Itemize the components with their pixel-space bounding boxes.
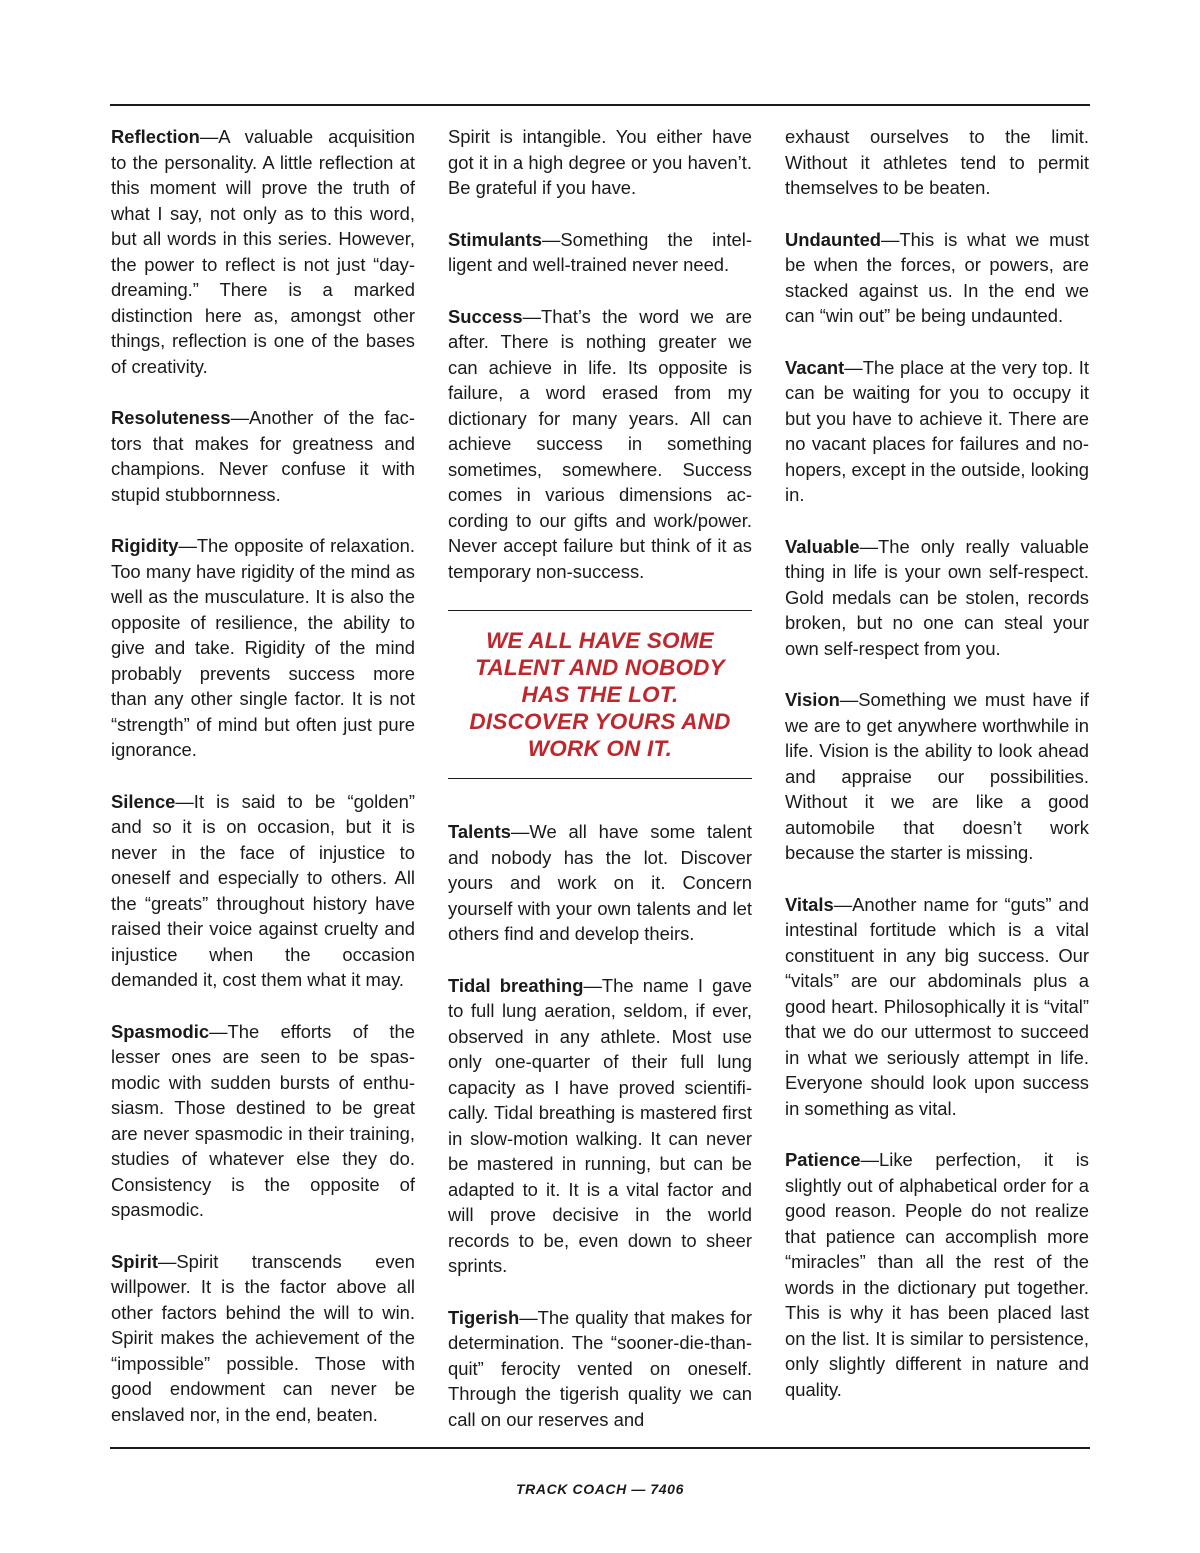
entry-body: —This is what we must be when the forces, or powers, are stacked against us. In the end we can “win out” be being undaunted.: [785, 228, 1089, 326]
entry-body: —The quality that makes for determination. The “sooner-die-than-quit” ferocity vented on oneself. Through the tigerish quality we can call on our reserves and: [448, 1306, 752, 1430]
pull-quote: [448, 610, 752, 779]
entry-undaunted: [785, 227, 1089, 329]
entry-term: Spasmodic: [111, 1020, 210, 1042]
entry-body: —Another name for “guts” and intestinal fortitude which is a vital constituent in any big success. Our “vitals” are our abdominals plus a good heart. Philosophically it is “vital” that we do our uttermost to succeed in what we seriously attempt in life. Everyone should look upon success in something as vital.: [785, 893, 1089, 1119]
pull-quote-line: WORK ON IT.: [527, 736, 673, 761]
entry-resoluteness: [111, 405, 415, 507]
entry-term: Vision: [785, 689, 840, 710]
entry-term: Spirit: [111, 1250, 159, 1272]
entry-body: —The name I gave to full lung aeration, seldom, if ever, observed in any athlete. Most use only one-quarter of their full lung capacity as I have proved scientifically. Tidal breathing is mastered first in slow-motion walking. It can never be mastered in running, but can be adapted to it. It is a vital factor and will prove decisive in the world records to be, even down to sheer sprints.: [448, 974, 752, 1276]
entry-talents: [448, 819, 752, 947]
entry-body: —We all have some talent and nobody has the lot. Discover yours and work on it. Concern yourself with your own talents and let others find and develop theirs.: [448, 821, 752, 944]
entry-term: Rigidity: [111, 535, 179, 556]
column-1: [111, 124, 415, 1453]
entry-term: Patience: [785, 1149, 861, 1170]
entry-term: Stimulants: [448, 228, 543, 250]
pull-quote-line: TALENT AND NOBODY: [475, 655, 725, 680]
entry-term: Vacant: [785, 356, 845, 378]
entry-term: Silence: [111, 790, 176, 812]
entry-term: Vitals: [785, 893, 834, 915]
entry-body: —A valuable acquisition to the personality. A little reflection at this moment will prove the truth of what I say, not only as to this word, but all words in this series. However, the power to reflect is not just “day-dreaming.” There is a marked distinction here as, amongst other things, reflection is one of the bases of creativity.: [111, 126, 415, 377]
entry-body: —It is said to be “golden” and so it is on occasion, but it is never in the face of injustice to oneself and especially to others. All the “greats” throughout history have raised their voice against cruelty and injustice when the occasion demanded it, cost them what it may.: [111, 790, 415, 990]
entry-spasmodic: [111, 1019, 415, 1223]
entry-body: Spirit is intangible. You either have got it in a high degree or you haven’t. Be grateful if you have.: [448, 126, 752, 198]
entry-vacant: [785, 355, 1089, 508]
entry-vision: [785, 687, 1089, 866]
entry-body: —Spirit transcends even willpower. It is the factor above all other factors behind the will to win. Spirit makes the achievement of the “impossible” possible. Those with good endowment can never be enslaved nor, in the end, beaten.: [111, 1250, 415, 1425]
entry-vitals: [785, 892, 1089, 1122]
entry-tigerish: [448, 1305, 752, 1433]
entry-term: Undaunted: [785, 228, 882, 250]
entry-body: —The efforts of the lesser ones are seen to be spasmodic with sudden bursts of enthusiasm. Those destined to be great are never spasmodic in their training, studies of whatever else they do. Consistency is the opposite of spasmodic.: [111, 1020, 415, 1220]
entry-success: [448, 304, 752, 585]
entry-spirit: [111, 1249, 415, 1428]
bottom-rule: [110, 1447, 1090, 1449]
entry-body: —That’s the word we are after. There is nothing greater we can achieve in life. Its opposite is failure, a word erased from my dictionary for many years. All can achieve success in something sometimes, somewhere. Success comes in various dimensions according to our gifts and work/power. Never accept failure but think of it as temporary non-success.: [448, 305, 752, 582]
entry-body: —The opposite of relaxation. Too many have rigidity of the mind as well as the musculature. It is also the opposite of resilience, the ability to give and take. Rigidity of the mind probably prevents success more than any other single factor. It is not “strength” of mind but often just pure ignorance.: [111, 535, 415, 760]
pull-quote-line: HAS THE LOT.: [521, 682, 679, 707]
top-rule: [110, 104, 1090, 106]
entry-patience: [785, 1147, 1089, 1402]
entry-rigidity: [111, 533, 415, 763]
entry-silence: [111, 789, 415, 993]
entry-body: —Another of the factors that makes for greatness and champions. Never confuse it with stupid stubbornness.: [111, 407, 415, 505]
entry-term: Talents: [448, 821, 512, 842]
entry-term: Tigerish: [448, 1306, 520, 1328]
entry-body: —Something we must have if we are to get anywhere worthwhile in life. Vision is the ability to look ahead and appraise our possibilities. Without it we are like a good automobile that doesn’t work because the starter is missing.: [785, 689, 1089, 863]
entry-body: —The only really valuable thing in life is your own self-respect. Gold medals can be stolen, records broken, but no one can steal your own self-respect from you.: [785, 535, 1089, 659]
column-2: [448, 124, 752, 1458]
entry-tidal-breathing: [448, 973, 752, 1279]
pull-quote-line: WE ALL HAVE SOME: [486, 628, 714, 653]
page-footer: TRACK COACH — 7406: [516, 1481, 684, 1497]
entry-body: —Something the intelligent and well-trained never need.: [448, 228, 752, 275]
entry-tigerish-continued: [785, 124, 1089, 201]
entry-reflection: [111, 124, 415, 379]
entry-term: Reflection: [111, 126, 200, 147]
entry-stimulants: [448, 227, 752, 278]
pull-quote-line: DISCOVER YOURS AND: [469, 709, 731, 734]
entry-body: exhaust ourselves to the limit. Without it athletes tend to permit themselves to be beaten.: [785, 126, 1089, 198]
entry-term: Tidal breathing: [448, 974, 584, 996]
entry-term: Resoluteness: [111, 407, 231, 428]
entry-body: —The place at the very top. It can be waiting for you to occupy it but you have to achieve it. There are no vacant places for failures and no-hopers, except in the outside, looking in.: [785, 356, 1089, 505]
column-3: [785, 124, 1089, 1428]
entry-term: Success: [448, 305, 523, 327]
entry-spirit-continued: [448, 124, 752, 201]
entry-term: Valuable: [785, 535, 860, 557]
entry-body: —Like perfection, it is slightly out of alphabetical order for a good reason. People do not realize that patience can accomplish more “miracles” than all the rest of the words in the dictionary put together. This is why it has been placed last on the list. It is similar to persistence, only slightly different in nature and quality.: [785, 1149, 1089, 1400]
entry-valuable: [785, 534, 1089, 662]
